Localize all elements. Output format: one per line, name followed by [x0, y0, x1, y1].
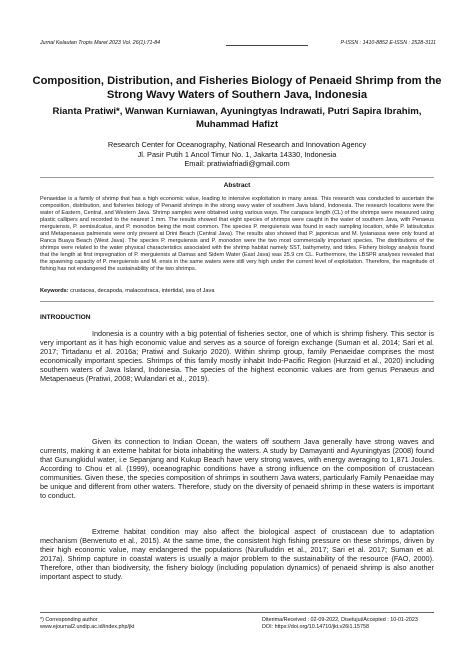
- abstract-text: Penaeidae is a family of shrimp that has a high economic value, leading to intensive exploitation in many areas. This research was conducted to ascertain the composition, distribution, and fisheries biology of Penaeid shrimps in the strong wavy water of southern Java Island, Indonesia. The research locations were the water of Eastern, Central, and Western Java. Shrimp samples were obtained using various ways. The carapace length (CL) of the shrimps were measured using plastic callipers and recorded to the nearest 1 mm. The results showed that eight species of shrimps were caught in the water of southern Java, with Penaeus merguiensis, P. semisulcatus, and P. monodon being the most common. The species P. merguiensis was found in each sampling location, while P. latisulcatus and Metapenaeus palmensis were only present at Drini Beach (Central Java). The results also showed that P. japonicus and M. lysianassa were only found at Ranca Buaya Beach (West Java). The species P. merguiensis and P. monodon were the two most commercially important species. The distributions of the shrimps were related to the water physical characteristics associated with the shrimp habitat namely SST, bathymetry, and tides. Fishery biology analysis found that the length at first impregnation of P. merguiensis at Damas and Sidem Water (East Java) was 25.9 cm CL. Furthermore, the LBSPR analyses revealed that the spawning capacity of P. merguiensis and M. ensis in the same waters were still very high under the current level of exploitation. Therefore, the magnitude of fishing has not endangered the sustainability of the two shrimps.: [40, 196, 434, 272]
- author-list: Rianta Pratiwi*, Wanwan Kurniawan, Ayuningtyas Indrawati, Putri Sapira Ibrahim, Muhammad Hafizt: [52, 106, 422, 130]
- affiliation: [30, 140, 444, 169]
- journal-url-link[interactable]: www.ejournal2.undip.ac.id/index.php/jkt: [40, 624, 135, 631]
- keywords-text: crustacea, decapoda, malacostraca, intertidal, sea of Java: [70, 288, 215, 294]
- footer-right: [262, 617, 418, 631]
- keywords-label: Keywords:: [40, 288, 69, 294]
- abstract-top-rule: [40, 177, 434, 178]
- paper-title: Composition, Distribution, and Fisheries Biology of Penaeid Shrimp from the Strong Wavy Waters of Southern Java, Indonesia: [32, 75, 442, 101]
- affiliation-institution: Research Center for Oceanography, National Research and Innovation Agency: [107, 140, 367, 149]
- received-accepted-dates: Diterima/Received : 02-09-2022, Disetujui/Accepted : 10-01-2023: [262, 617, 418, 623]
- keywords-bottom-rule: [40, 301, 434, 302]
- section-heading-introduction: INTRODUCTION: [40, 314, 91, 321]
- doi-link[interactable]: DOI: https://doi.org/10.14710/jkt.v26i1.15758: [262, 624, 369, 631]
- keywords: [40, 288, 434, 294]
- header-divider: [226, 45, 308, 46]
- intro-paragraph-2: Given its connection to Indian Ocean, the waters off southern Java generally have strong waves and currents, making it an exteme habitat for biota inhabiting the waters. A study by Damayanti and Ayuningtyas (2008) found that Gunungkidul water, i.e Sepanjang and Kukup Beach have very strong waves, with energy averaging to 1,871 Joules. According to Chou et al. (1999), oceanographic conditions have a strong influence on the composition of crustacean communities. Given these, the species composition of shrimps in southern Java waters, particularly Family Penaeidae may be unique and different from other waters. Therefore, study on the diversity of penaeid shrimp in these waters is important to conduct.: [40, 437, 434, 501]
- running-header-issn: P-ISSN : 1410-8852 E-ISSN : 2528-3111: [340, 40, 436, 46]
- intro-paragraph-1: Indonesia is a country with a big potential of fisheries sector, one of which is shrimp fishery. This sector is very important as it has high economic value and serves as a source of foreign exchange (Suman et al. 2014; Sari et al. 2017; Tirtadanu et al. 2016a; Pratiwi and Sukarjo 2020). Within shrimp group, family Penaeidae comprises the most economically important species. Shrimps of this family mostly inhabit Indo-Pacific Region (Hurzaid et al., 2020) including southern waters of Java Island, Indonesia. The species of the highest economic values are from genus Penaeus and Metapenaeus (Pratiwi, 2008; Wulandari et al., 2019).: [40, 329, 434, 384]
- affiliation-email[interactable]: Email: pratiwiafriadi@gmail.com: [184, 159, 290, 169]
- running-header-journal: Jurnal Kelautan Tropis Maret 2023 Vol. 26(1):71-84: [40, 40, 161, 46]
- affiliation-address: Jl. Pasir Putih 1 Ancol Timur No. 1, Jakarta 14330, Indonesia: [137, 149, 337, 159]
- footer-left: [40, 617, 134, 631]
- footer-rule: [40, 612, 434, 613]
- corresponding-author-note: *) Corresponding author: [40, 617, 98, 623]
- abstract-heading: Abstract: [223, 182, 251, 189]
- intro-paragraph-3: Extreme habitat condition may also affect the biological aspect of crustacean due to adaptation mechanism (Benvenuto et al., 2015). At the same time, the consistent high fishing pressure on these shrimps, driven by their high economic value, may endangered the populations (Nurulluddin et al., 2017; Sari et al. 2017; Suman et al. 2017a). Shrimp capture in coastal waters is usually a major problem to the sustainability of the resource (FAO, 2000). Therefore, other than biodiversity, the fishery biology (including population dynamics) of penaeid shrimp is also another important aspect to study.: [40, 527, 434, 582]
